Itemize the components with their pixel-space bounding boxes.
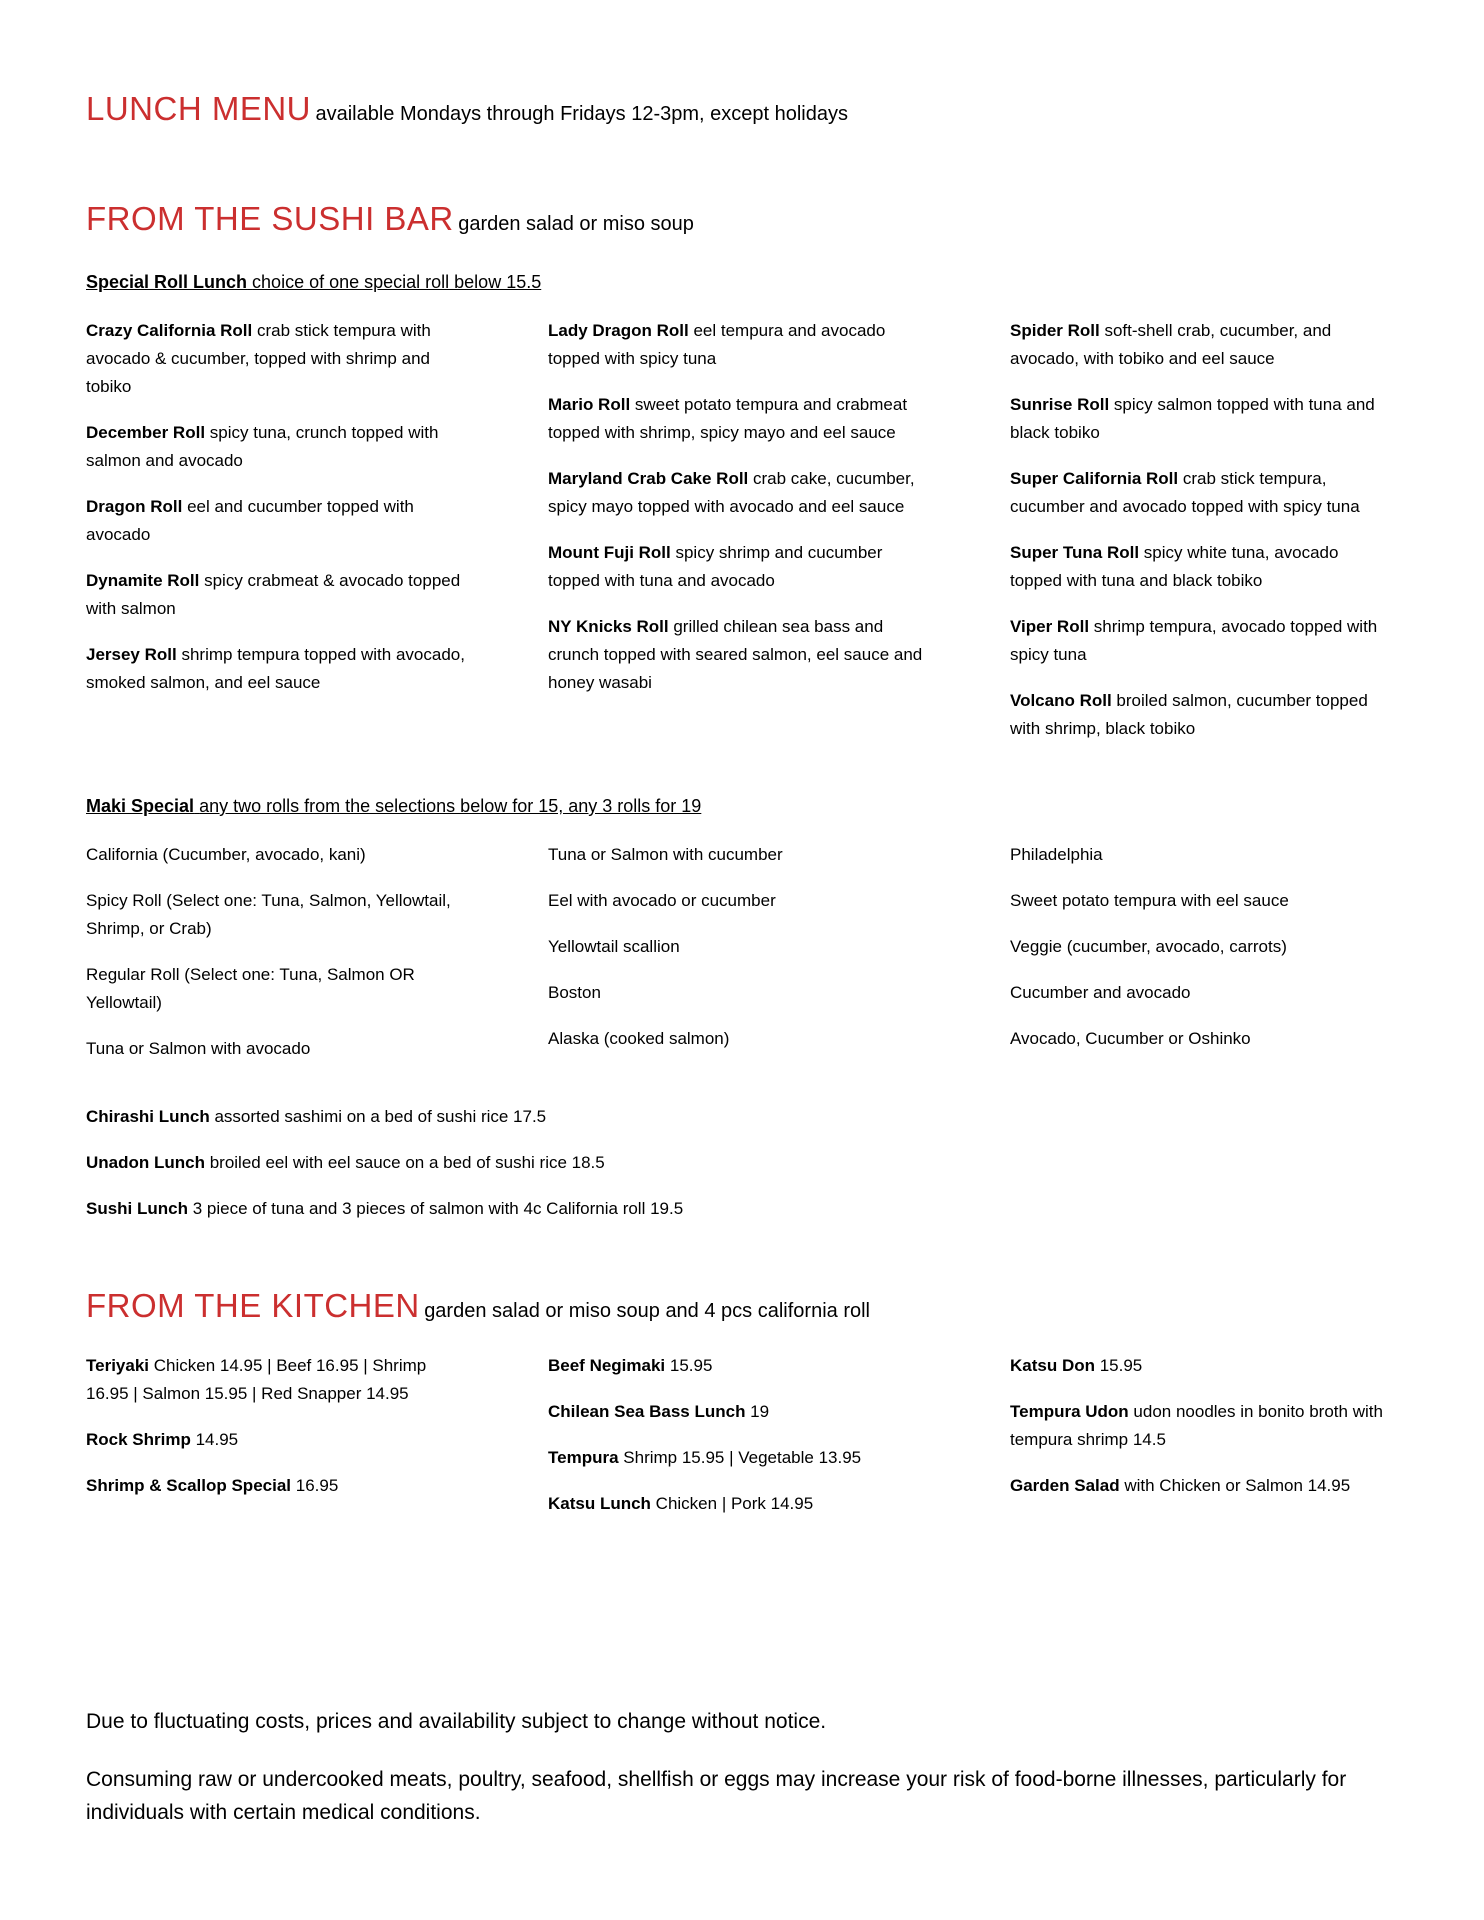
maki-item: Yellowtail scallion [548,937,680,956]
maki-item: California (Cucumber, avocado, kani) [86,845,366,864]
item-name: Dynamite Roll [86,571,200,590]
maki-item: Tuna or Salmon with avocado [86,1039,311,1058]
item-name: Volcano Roll [1010,691,1112,710]
item-name: Chirashi Lunch [86,1107,210,1126]
kitchen-item: Chilean Sea Bass Lunch 19 [548,1402,770,1421]
maki-item: Philadelphia [1010,845,1103,864]
menu-column [548,317,930,697]
kitchen-item: Katsu Lunch Chicken | Pork 14.95 [548,1494,814,1513]
item-name: Mario Roll [548,395,631,414]
maki-item: Regular Roll (Select one: Tuna, Salmon OR Yellowtail) [86,965,415,1012]
lunch-specials-list [86,1103,846,1223]
item-name: Viper Roll [1010,617,1090,636]
item-name: Sunrise Roll [1010,395,1110,414]
maki-columns [86,841,1392,1063]
footer-disclaimer-prices: Due to fluctuating costs, prices and availability subject to change without notice. [86,1710,827,1733]
page-title: LUNCH MENU [86,90,312,127]
item-name: Jersey Roll [86,645,177,664]
footer-disclaimer-raw-food: Consuming raw or undercooked meats, poultry, seafood, shellfish or eggs may increase your risk of food-borne illnesses, particularly for individuals with certain medical conditions. [86,1768,1347,1824]
menu-column [1010,1352,1392,1500]
menu-column [548,1352,930,1518]
item-name: Unadon Lunch [86,1153,205,1172]
special-roll-item: Lady Dragon Roll eel tempura and avocado topped with spicy tuna [548,321,886,368]
menu-column [86,841,468,1063]
sushi-bar-heading: FROM THE SUSHI BAR [86,200,454,237]
kitchen-heading: FROM THE KITCHEN [86,1287,420,1324]
special-roll-note: choice of one special roll below 15.5 [252,272,542,292]
item-name: Katsu Don [1010,1356,1095,1375]
special-roll-item: Volcano Roll broiled salmon, cucumber topped with shrimp, black tobiko [1010,691,1368,738]
page-title-note: available Mondays through Fridays 12-3pm, except holidays [315,103,848,125]
item-name: Dragon Roll [86,497,183,516]
menu-column [86,1352,468,1500]
special-roll-item: Dynamite Roll spicy crabmeat & avocado topped with salmon [86,571,461,618]
special-roll-columns [86,317,1392,743]
menu-title-row [86,90,1392,128]
special-roll-item: Maryland Crab Cake Roll crab cake, cucumber, spicy mayo topped with avocado and eel sauce [548,469,915,516]
kitchen-item: Katsu Don 15.95 [1010,1356,1143,1375]
menu-footer [86,1705,1386,1854]
item-name: NY Knicks Roll [548,617,669,636]
sushi-bar-heading-note: garden salad or miso soup [458,213,694,235]
special-roll-label-row [86,271,1392,293]
kitchen-item: Beef Negimaki 15.95 [548,1356,713,1375]
maki-item: Tuna or Salmon with cucumber [548,845,783,864]
kitchen-columns [86,1352,1392,1518]
kitchen-item: Rock Shrimp 14.95 [86,1430,239,1449]
menu-column [86,317,468,697]
maki-item: Sweet potato tempura with eel sauce [1010,891,1289,910]
item-name: Beef Negimaki [548,1356,666,1375]
special-roll-item: Super California Roll crab stick tempura, cucumber and avocado topped with spicy tuna [1010,469,1360,516]
item-name: Katsu Lunch [548,1494,651,1513]
maki-item: Alaska (cooked salmon) [548,1029,730,1048]
item-name: Tempura Udon [1010,1402,1129,1421]
item-name: Lady Dragon Roll [548,321,689,340]
lunch-item: Sushi Lunch 3 piece of tuna and 3 pieces of salmon with 4c California roll 19.5 [86,1199,684,1218]
kitchen-item: Tempura Udon udon noodles in bonito broth with tempura shrimp 14.5 [1010,1402,1383,1449]
maki-item: Avocado, Cucumber or Oshinko [1010,1029,1251,1048]
kitchen-item: Teriyaki Chicken 14.95 | Beef 16.95 | Shrimp 16.95 | Salmon 15.95 | Red Snapper 14.95 [86,1356,427,1403]
item-name: Rock Shrimp [86,1430,191,1449]
maki-item: Spicy Roll (Select one: Tuna, Salmon, Yellowtail, Shrimp, or Crab) [86,891,451,938]
menu-column [1010,317,1392,743]
maki-label: Maki Special [86,796,195,816]
kitchen-item: Shrimp & Scallop Special 16.95 [86,1476,339,1495]
maki-label-row [86,795,1392,817]
item-name: Super Tuna Roll [1010,543,1140,562]
item-name: Chilean Sea Bass Lunch [548,1402,746,1421]
special-roll-item: Mario Roll sweet potato tempura and crabmeat topped with shrimp, spicy mayo and eel sauce [548,395,908,442]
maki-note: any two rolls from the selections below for 15, any 3 rolls for 19 [199,796,702,816]
special-roll-item: Mount Fuji Roll spicy shrimp and cucumber topped with tuna and avocado [548,543,883,590]
lunch-item: Unadon Lunch broiled eel with eel sauce on a bed of sushi rice 18.5 [86,1153,605,1172]
item-name: December Roll [86,423,206,442]
item-name: Shrimp & Scallop Special [86,1476,292,1495]
kitchen-heading-row [86,1287,1392,1332]
special-roll-item: Dragon Roll eel and cucumber topped with avocado [86,497,414,544]
special-roll-label: Special Roll Lunch [86,272,248,292]
special-roll-item: December Roll spicy tuna, crunch topped with salmon and avocado [86,423,439,470]
item-name: Spider Roll [1010,321,1100,340]
item-name: Maryland Crab Cake Roll [548,469,749,488]
special-roll-item: Sunrise Roll spicy salmon topped with tuna and black tobiko [1010,395,1375,442]
item-name: Sushi Lunch [86,1199,188,1218]
maki-item: Eel with avocado or cucumber [548,891,776,910]
lunch-item: Chirashi Lunch assorted sashimi on a bed of sushi rice 17.5 [86,1107,547,1126]
menu-column [1010,841,1392,1053]
special-roll-item: Jersey Roll shrimp tempura topped with avocado, smoked salmon, and eel sauce [86,645,465,692]
maki-item: Veggie (cucumber, avocado, carrots) [1010,937,1287,956]
item-name: Mount Fuji Roll [548,543,671,562]
special-roll-item: Spider Roll soft-shell crab, cucumber, and avocado, with tobiko and eel sauce [1010,321,1332,368]
maki-item: Cucumber and avocado [1010,983,1191,1002]
kitchen-item: Garden Salad with Chicken or Salmon 14.95 [1010,1476,1351,1495]
special-roll-item: Viper Roll shrimp tempura, avocado topped with spicy tuna [1010,617,1378,664]
item-name: Super California Roll [1010,469,1179,488]
item-name: Crazy California Roll [86,321,253,340]
sushi-bar-heading-row [86,200,1392,245]
special-roll-item: Crazy California Roll crab stick tempura with avocado & cucumber, topped with shrimp and tobiko [86,321,431,396]
maki-item: Boston [548,983,601,1002]
special-roll-item: Super Tuna Roll spicy white tuna, avocado topped with tuna and black tobiko [1010,543,1339,590]
item-name: Teriyaki [86,1356,150,1375]
item-name: Garden Salad [1010,1476,1120,1495]
menu-column [548,841,930,1053]
kitchen-item: Tempura Shrimp 15.95 | Vegetable 13.95 [548,1448,862,1467]
kitchen-heading-note: garden salad or miso soup and 4 pcs california roll [424,1300,870,1322]
item-name: Tempura [548,1448,619,1467]
special-roll-item: NY Knicks Roll grilled chilean sea bass and crunch topped with seared salmon, eel sauce and honey wasabi [548,617,923,692]
